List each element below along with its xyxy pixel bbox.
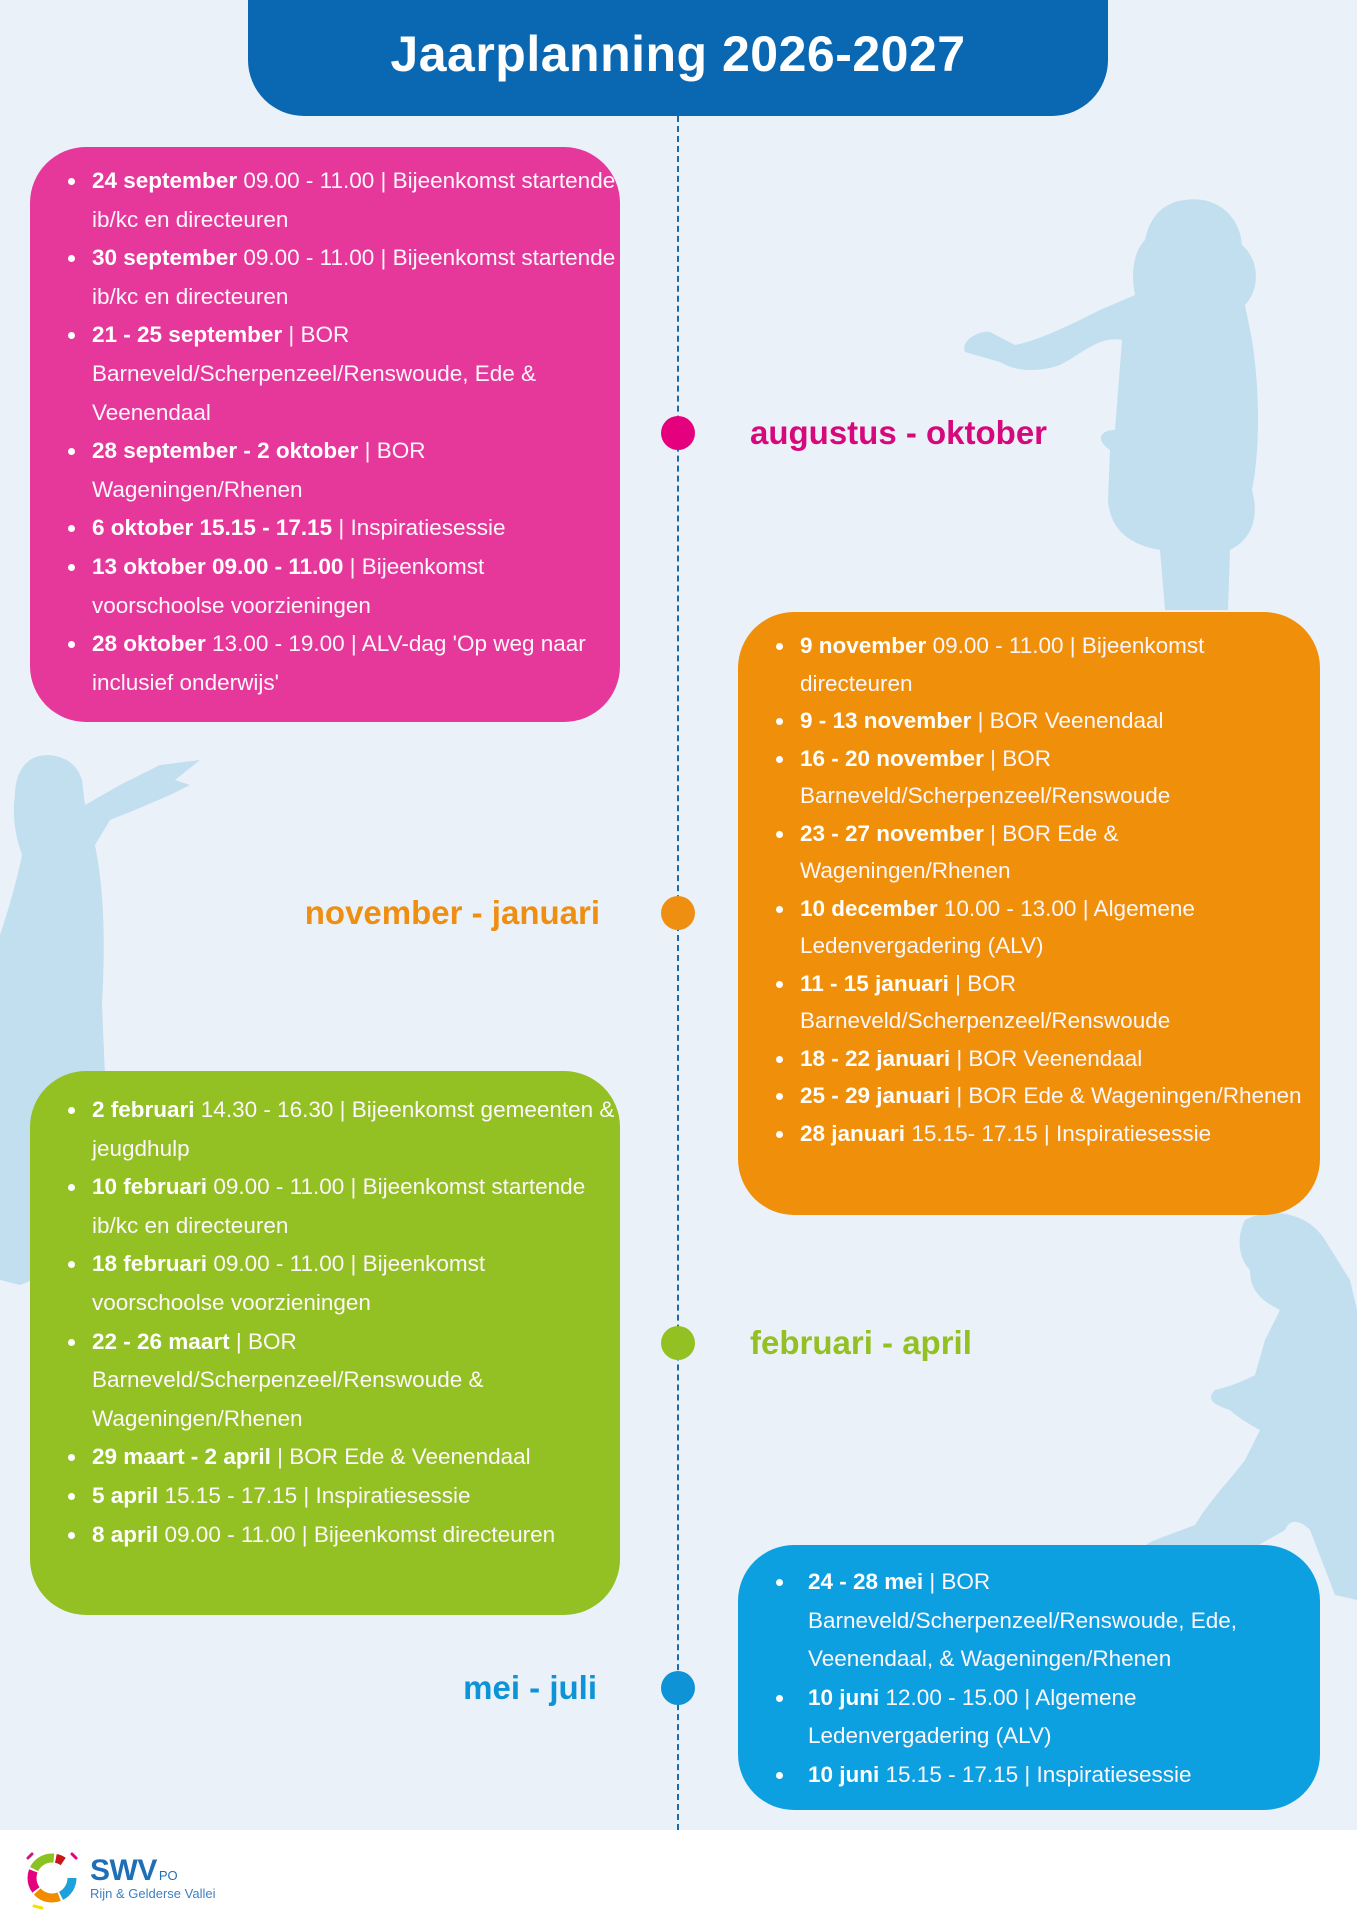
event-list <box>738 627 1320 1152</box>
event-item: 2 februari 14.30 - 16.30 | Bijeenkomst gemeenten & jeugdhulp <box>30 1091 620 1168</box>
period-label-augustus-oktober: augustus - oktober <box>750 414 1048 451</box>
logo-subtitle: Rijn & Gelderse Vallei <box>90 1885 216 1901</box>
event-item: 10 juni 15.15 - 17.15 | Inspiratiesessie <box>738 1756 1320 1795</box>
period-label-mei-juli: mei - juli <box>463 1669 597 1706</box>
period-card-februari-april <box>30 1071 620 1615</box>
page-title: Jaarplanning 2026-2027 <box>390 26 966 82</box>
event-item: 10 juni 12.00 - 15.00 | Algemene Ledenvergadering (ALV) <box>738 1679 1320 1756</box>
event-item: 5 april 15.15 - 17.15 | Inspiratiesessie <box>30 1477 620 1516</box>
event-item: 29 maart - 2 april | BOR Ede & Veenendaal <box>30 1438 620 1477</box>
timeline-line <box>677 116 679 1830</box>
timeline-dot-augustus-oktober <box>661 416 695 450</box>
timeline-dot-november-januari <box>661 896 695 930</box>
event-item: 23 - 27 november | BOR Ede & Wageningen/Rhenen <box>738 815 1320 890</box>
period-card-mei-juli <box>738 1545 1320 1810</box>
swv-ring-logo-icon <box>20 1846 84 1910</box>
timeline-dot-februari-april <box>661 1326 695 1360</box>
event-item: 21 - 25 september | BOR Barneveld/Scherpenzeel/Renswoude, Ede & Veenendaal <box>30 316 620 432</box>
header-banner <box>248 0 1108 116</box>
period-label-november-januari: november - januari <box>304 894 600 931</box>
event-item: 25 - 29 januari | BOR Ede & Wageningen/Rhenen <box>738 1077 1320 1115</box>
event-item: 30 september 09.00 - 11.00 | Bijeenkomst startende ib/kc en directeuren <box>30 239 620 316</box>
event-item: 28 januari 15.15- 17.15 | Inspiratiesessie <box>738 1115 1320 1153</box>
event-list <box>738 1563 1320 1795</box>
event-item: 9 november 09.00 - 11.00 | Bijeenkomst directeuren <box>738 627 1320 702</box>
event-item: 6 oktober 15.15 - 17.15 | Inspiratiesessie <box>30 509 620 548</box>
event-list <box>30 162 620 702</box>
event-item: 16 - 20 november | BOR Barneveld/Scherpenzeel/Renswoude <box>738 740 1320 815</box>
period-label-februari-april: februari - april <box>750 1324 972 1361</box>
event-item: 28 oktober 13.00 - 19.00 | ALV-dag 'Op weg naar inclusief onderwijs' <box>30 625 620 702</box>
event-item: 13 oktober 09.00 - 11.00 | Bijeenkomst voorschoolse voorzieningen <box>30 548 620 625</box>
event-item: 18 - 22 januari | BOR Veenendaal <box>738 1040 1320 1078</box>
event-item: 11 - 15 januari | BOR Barneveld/Scherpenzeel/Renswoude <box>738 965 1320 1040</box>
swv-logo <box>20 1846 215 1910</box>
period-card-augustus-oktober <box>30 147 620 722</box>
event-item: 22 - 26 maart | BOR Barneveld/Scherpenzeel/Renswoude & Wageningen/Rhenen <box>30 1323 620 1439</box>
event-item: 24 - 28 mei | BOR Barneveld/Scherpenzeel/Renswoude, Ede, Veenendaal, & Wageningen/Rhenen <box>738 1563 1320 1679</box>
event-item: 10 december 10.00 - 13.00 | Algemene Ledenvergadering (ALV) <box>738 890 1320 965</box>
event-list <box>30 1091 620 1554</box>
event-item: 10 februari 09.00 - 11.00 | Bijeenkomst startende ib/kc en directeuren <box>30 1168 620 1245</box>
period-card-november-januari <box>738 612 1320 1215</box>
logo-wordmark: SWV PO <box>90 1853 178 1887</box>
timeline-dot-mei-juli <box>661 1671 695 1705</box>
event-item: 24 september 09.00 - 11.00 | Bijeenkomst startende ib/kc en directeuren <box>30 162 620 239</box>
event-item: 18 februari 09.00 - 11.00 | Bijeenkomst voorschoolse voorzieningen <box>30 1245 620 1322</box>
event-item: 28 september - 2 oktober | BOR Wageningen/Rhenen <box>30 432 620 509</box>
event-item: 9 - 13 november | BOR Veenendaal <box>738 702 1320 740</box>
girl-silhouette-icon <box>960 190 1260 610</box>
event-item: 8 april 09.00 - 11.00 | Bijeenkomst directeuren <box>30 1516 620 1555</box>
